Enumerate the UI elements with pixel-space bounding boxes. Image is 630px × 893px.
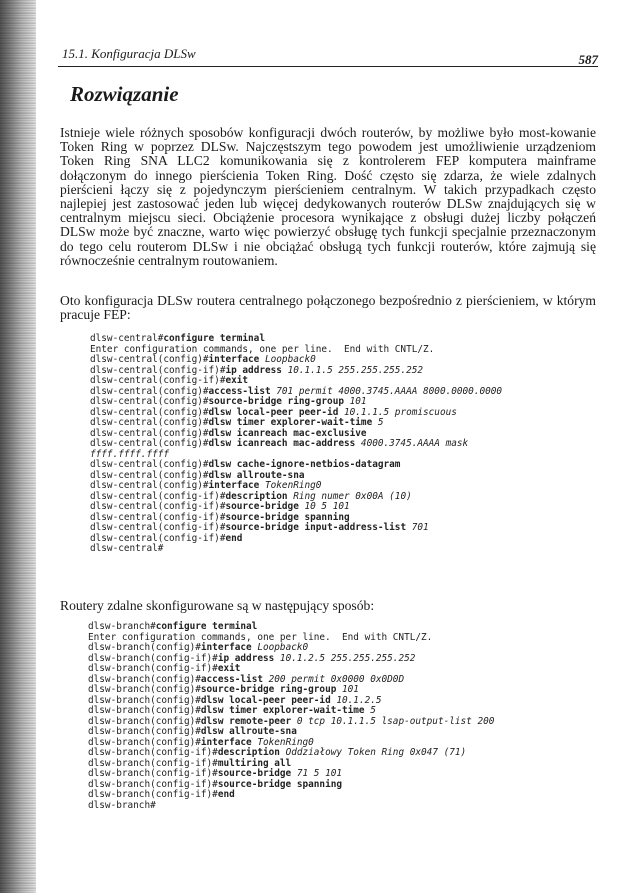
code-prompt: dlsw-central(config-if)# — [90, 511, 226, 523]
code-argument: 101 — [344, 396, 367, 407]
code-command: dlsw allroute-sna — [200, 726, 297, 737]
code-prompt: dlsw-branch(config-if)# — [88, 789, 218, 800]
code-command: dlsw timer explorer-wait-time — [208, 417, 373, 428]
code-prompt: dlsw-central(config)# — [90, 427, 209, 439]
code-command: dlsw allroute-sna — [208, 469, 305, 481]
intro-paragraph: Istnieje wiele różnych sposobów konfiguracji dwóch routerów, by możliwe było most-kowanie Token Ring w poprzez DLSw. Najczęstszym tego powodem jest umożliwienie urządzeniom Token Ring SNA LLC2 komunikowania się z kontrolerem FEP komputera mainframe dołączonym do innego pierścienia Token Ring. Dość często się zdarza, że wiele zdalnych pierścieni łączy się z pojedynczym pierścieniem centralnym. W takich przypadkach często najlepiej jest zastosować jeden lub więcej dedykowanych routerów DLSw znajdujących się w centralnym miejscu sieci. Obciążenie procesora wynikające z obsługi dużej liczby połączeń DLSw może być znaczne, warto więc powierzyć obsługę tych funkcji specjalnie przeznaczonym do tego celu routerom DLSw i nie obciążać obsługą tych funkcji routerów, które zajmują się równocześnie centralnym routowaniem. — [60, 125, 596, 268]
code-prompt: dlsw-central(config)# — [90, 438, 209, 449]
code-prompt: dlsw-branch(config-if)# — [88, 757, 218, 769]
code-argument: 101 — [336, 684, 359, 695]
code-command: exit — [225, 375, 249, 386]
code-prompt: dlsw-central(config)# — [90, 406, 209, 418]
code-prompt: dlsw-central(config-if)# — [90, 501, 226, 512]
code-argument: 10.1.2.5 255.255.255.252 — [274, 652, 416, 664]
code-argument: 10 5 101 — [298, 501, 350, 512]
code-command: interface — [208, 480, 260, 491]
code-argument: 10.1.2.5 — [330, 694, 382, 706]
branch-intro-paragraph: Routery zdalne skonfigurowane są w następujący sposób: — [60, 598, 375, 613]
code-line — [90, 544, 502, 555]
code-prompt: dlsw-central(config-if)# — [90, 364, 226, 376]
code-command: dlsw local-peer peer-id — [200, 694, 331, 706]
code-argument: Ring numer 0x00A (10) — [287, 490, 412, 502]
code-argument: 0 tcp 10.1.1.5 lsap-output-list 200 — [291, 715, 495, 727]
code-argument: 701 permit 4000.3745.AAAA 8000.0000.0000 — [270, 385, 503, 397]
code-argument: 71 5 101 — [291, 768, 343, 779]
code-argument: 200 permit 0x0000 0x0D0D — [262, 673, 405, 685]
code-command: exit — [217, 663, 241, 674]
code-command: source-bridge spanning — [217, 778, 343, 790]
code-prompt: Enter configuration commands, one per line. End with CNTL/Z. — [90, 343, 435, 355]
code-prompt: dlsw-branch(config)# — [88, 642, 201, 653]
code-command: end — [225, 532, 243, 544]
code-argument: Loopback0 — [251, 642, 309, 653]
code-command: source-bridge ring-group — [200, 684, 337, 695]
code-command: source-bridge ring-group — [208, 396, 344, 407]
code-command: interface — [200, 736, 252, 748]
code-command: dlsw timer explorer-wait-time — [200, 705, 365, 716]
code-command: dlsw local-peer peer-id — [208, 406, 339, 418]
code-prompt: dlsw-branch(config-if)# — [88, 652, 218, 664]
code-prompt: dlsw-central# — [90, 543, 164, 554]
code-prompt: dlsw-central(config)# — [90, 396, 209, 407]
code-command: configure terminal — [163, 333, 265, 344]
code-prompt: dlsw-central(config)# — [90, 417, 209, 428]
code-argument: Oddziałowy Token Ring 0x047 (71) — [279, 747, 467, 758]
code-line — [88, 801, 494, 812]
code-prompt: dlsw-branch(config-if)# — [88, 768, 218, 779]
code-prompt: dlsw-central(config)# — [90, 385, 209, 397]
code-command: interface — [208, 354, 260, 365]
code-command: configure terminal — [155, 621, 258, 632]
code-prompt: dlsw-branch(config)# — [88, 726, 201, 737]
code-listing-branch — [88, 622, 494, 811]
section-title: Rozwiązanie — [70, 82, 179, 106]
page-header — [58, 42, 598, 67]
central-intro-paragraph: Oto konfiguracja DLSw routera centralnego połączonego bezpośrednio z pierścieniem, w którym pracuje FEP: — [60, 293, 596, 323]
code-prompt: Enter configuration commands, one per line. End with CNTL/Z. — [88, 631, 433, 643]
code-command: source-bridge — [217, 768, 292, 779]
code-prompt: dlsw-branch(config)# — [88, 715, 201, 727]
code-prompt: dlsw-branch(config)# — [88, 736, 201, 748]
code-prompt: dlsw-branch(config)# — [88, 684, 201, 695]
code-prompt: dlsw-branch# — [88, 799, 156, 811]
code-listing-central — [90, 334, 502, 555]
code-argument: 701 — [406, 522, 429, 533]
code-command: source-bridge input-address-list — [225, 522, 407, 533]
code-prompt: dlsw-central(config)# — [90, 354, 209, 365]
code-prompt: dlsw-branch# — [88, 621, 156, 632]
code-prompt: dlsw-central(config-if)# — [90, 375, 226, 386]
code-argument: 10.1.1.5 255.255.255.252 — [281, 364, 424, 376]
code-command: dlsw remote-peer — [200, 715, 292, 727]
code-prompt: dlsw-branch(config-if)# — [88, 663, 218, 674]
code-prompt: dlsw-branch(config-if)# — [88, 747, 218, 758]
code-command: access-list — [208, 385, 271, 397]
code-command: dlsw cache-ignore-netbios-datagram — [208, 459, 401, 470]
code-argument: 10.1.1.5 promiscuous — [338, 406, 457, 418]
code-prompt: dlsw-branch(config)# — [88, 694, 201, 706]
page-number: 587 — [578, 52, 598, 67]
code-command: access-list — [200, 673, 263, 685]
code-command: ip address — [217, 652, 275, 664]
code-command: source-bridge spanning — [225, 511, 350, 523]
code-command: description — [225, 490, 288, 502]
running-head: 15.1. Konfiguracja DLSw — [62, 46, 196, 61]
code-argument: Loopback0 — [259, 354, 316, 365]
code-command: ip address — [225, 364, 282, 376]
code-prompt: dlsw-central(config-if)# — [90, 490, 226, 502]
code-argument: ffff.ffff.ffff — [90, 448, 170, 460]
code-command: description — [217, 747, 280, 758]
code-prompt: dlsw-central# — [90, 333, 164, 344]
code-command: dlsw icanreach mac-exclusive — [208, 427, 367, 439]
code-argument: 4000.3745.AAAA mask — [355, 438, 469, 449]
code-argument: TokenRing0 — [259, 480, 322, 491]
code-command: end — [217, 789, 235, 800]
code-prompt: dlsw-central(config)# — [90, 469, 209, 481]
code-argument: TokenRing0 — [251, 736, 314, 748]
code-prompt: dlsw-branch(config-if)# — [88, 778, 218, 790]
page-binding-edge — [0, 0, 36, 893]
code-command: dlsw icanreach mac-address — [208, 438, 356, 449]
code-prompt: dlsw-central(config-if)# — [90, 532, 226, 544]
code-prompt: dlsw-branch(config)# — [88, 705, 201, 716]
code-argument: 5 — [364, 705, 376, 716]
code-command: multiring all — [217, 757, 292, 769]
code-prompt: dlsw-central(config)# — [90, 480, 209, 491]
code-prompt: dlsw-central(config)# — [90, 459, 209, 470]
code-command: source-bridge — [225, 501, 299, 512]
code-prompt: dlsw-central(config-if)# — [90, 522, 226, 533]
code-command: interface — [200, 642, 252, 653]
code-argument: 5 — [372, 417, 384, 428]
code-prompt: dlsw-branch(config)# — [88, 673, 201, 685]
